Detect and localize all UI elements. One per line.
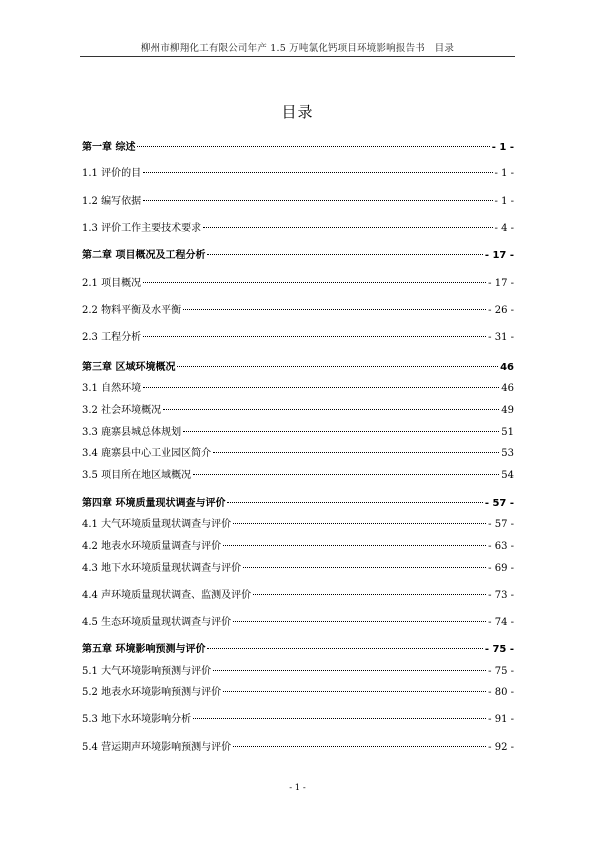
toc-dot-leader — [183, 431, 499, 432]
toc-dot-leader — [213, 670, 486, 671]
header-divider — [80, 56, 515, 57]
toc-entry-label: 4.2 地表水环境质量调查与评价 — [82, 541, 222, 552]
toc-entry-label: 3.1 自然环境 — [82, 383, 142, 394]
toc-entry-label: 第三章 区域环境概况 — [82, 362, 176, 373]
toc-entry-page: - 26 - — [488, 305, 514, 316]
toc-section-entry[interactable] — [82, 664, 514, 680]
page-title: 目录 — [281, 103, 314, 121]
toc-entry-page: - 4 - — [494, 223, 514, 234]
toc-entry-label: 第二章 项目概况及工程分析 — [82, 250, 206, 261]
toc-section-entry[interactable] — [82, 561, 514, 577]
toc-section-entry[interactable] — [82, 446, 514, 462]
toc-entry-label: 第五章 环境影响预测与评价 — [82, 644, 206, 655]
toc-dot-leader — [253, 594, 486, 595]
toc-entry-label: 2.2 物料平衡及水平衡 — [82, 305, 182, 316]
toc-section-entry[interactable] — [82, 615, 514, 631]
toc-section-entry[interactable] — [82, 166, 514, 182]
toc-dot-leader — [193, 718, 486, 719]
toc-entry-page: - 80 - — [488, 687, 514, 698]
toc-entry-page: 51 — [501, 427, 514, 438]
toc-section-entry[interactable] — [82, 194, 514, 210]
toc-entry-page: - 1 - — [494, 196, 514, 207]
toc-dot-leader — [163, 409, 499, 410]
toc-dot-leader — [207, 648, 482, 649]
toc-entry-page: - 1 - — [494, 168, 514, 179]
toc-dot-leader — [177, 366, 498, 367]
toc-entry-page: 49 — [501, 405, 514, 416]
toc-entry-label: 3.2 社会环境概况 — [82, 405, 162, 416]
toc-entry-label: 2.3 工程分析 — [82, 332, 142, 343]
toc-entry-label: 1.2 编写依据 — [82, 196, 142, 207]
toc-section-entry[interactable] — [82, 381, 514, 397]
toc-section-entry[interactable] — [82, 588, 514, 604]
toc-entry-page: - 69 - — [488, 563, 514, 574]
toc-dot-leader — [143, 336, 486, 337]
toc-entry-page: 54 — [501, 470, 514, 481]
toc-entry-label: 第一章 综述 — [82, 142, 136, 153]
toc-section-entry[interactable] — [82, 712, 514, 728]
toc-dot-leader — [243, 567, 486, 568]
toc-dot-leader — [143, 172, 492, 173]
toc-dot-leader — [233, 621, 486, 622]
toc-entry-page: - 57 - — [484, 498, 514, 509]
toc-section-entry[interactable] — [82, 517, 514, 533]
toc-entry-label: 1.3 评价工作主要技术要求 — [82, 223, 202, 234]
toc-entry-page: - 75 - — [484, 644, 514, 655]
toc-section-entry[interactable] — [82, 330, 514, 346]
toc-section-entry[interactable] — [82, 539, 514, 555]
toc-entry-page: - 73 - — [488, 590, 514, 601]
toc-section-entry[interactable] — [82, 276, 514, 292]
running-header: 柳州市柳翔化工有限公司年产 1.5 万吨氯化钙项目环境影响报告书 目录 — [140, 43, 455, 54]
toc-dot-leader — [203, 227, 492, 228]
toc-entry-page: - 17 - — [488, 278, 514, 289]
toc-chapter-entry[interactable] — [82, 360, 514, 376]
toc-entry-page: - 31 - — [488, 332, 514, 343]
toc-entry-label: 第四章 环境质量现状调查与评价 — [82, 498, 226, 509]
toc-entry-page: - 92 - — [488, 742, 514, 753]
toc-entry-page: - 1 - — [491, 142, 514, 153]
toc-entry-page: - 75 - — [488, 666, 514, 677]
toc-entry-label: 5.1 大气环境影响预测与评价 — [82, 666, 212, 677]
toc-entry-label: 5.3 地下水环境影响分析 — [82, 714, 192, 725]
toc-dot-leader — [223, 691, 486, 692]
toc-section-entry[interactable] — [82, 468, 514, 484]
toc-entry-label: 3.5 项目所在地区域概况 — [82, 470, 192, 481]
toc-entry-label: 5.2 地表水环境影响预测与评价 — [82, 687, 222, 698]
toc-entry-page: - 74 - — [488, 617, 514, 628]
page-number: - 1 - — [289, 783, 306, 793]
toc-entry-label: 3.3 鹿寨县城总体规划 — [82, 427, 182, 438]
toc-dot-leader — [193, 474, 499, 475]
toc-dot-leader — [207, 254, 482, 255]
toc-chapter-entry[interactable] — [82, 140, 514, 156]
toc-dot-leader — [183, 309, 486, 310]
toc-entry-label: 4.3 地下水环境质量现状调查与评价 — [82, 563, 242, 574]
toc-section-entry[interactable] — [82, 685, 514, 701]
toc-entry-label: 4.4 声环境质量现状调查、监测及评价 — [82, 590, 252, 601]
toc-chapter-entry[interactable] — [82, 248, 514, 264]
toc-chapter-entry[interactable] — [82, 496, 514, 512]
toc-entry-label: 4.1 大气环境质量现状调查与评价 — [82, 519, 232, 530]
toc-entry-label: 5.4 营运期声环境影响预测与评价 — [82, 742, 232, 753]
toc-entry-page: - 57 - — [488, 519, 514, 530]
toc-section-entry[interactable] — [82, 221, 514, 237]
toc-entry-page: - 91 - — [488, 714, 514, 725]
toc-entry-page: - 63 - — [488, 541, 514, 552]
toc-section-entry[interactable] — [82, 740, 514, 756]
toc-entry-label: 1.1 评价的目 — [82, 168, 142, 179]
toc-dot-leader — [227, 502, 482, 503]
toc-dot-leader — [233, 523, 486, 524]
toc-dot-leader — [143, 282, 486, 283]
toc-chapter-entry[interactable] — [82, 642, 514, 658]
toc-entry-page: 46 — [500, 362, 514, 373]
toc-dot-leader — [233, 746, 486, 747]
toc-dot-leader — [213, 452, 499, 453]
toc-entry-label: 2.1 项目概况 — [82, 278, 142, 289]
toc-dot-leader — [137, 146, 489, 147]
toc-dot-leader — [143, 200, 492, 201]
toc-entry-label: 4.5 生态环境质量现状调查与评价 — [82, 617, 232, 628]
toc-section-entry[interactable] — [82, 425, 514, 441]
toc-entry-page: - 17 - — [484, 250, 514, 261]
toc-section-entry[interactable] — [82, 403, 514, 419]
toc-entry-page: 46 — [501, 383, 514, 394]
toc-entry-label: 3.4 鹿寨县中心工业园区简介 — [82, 448, 212, 459]
toc-section-entry[interactable] — [82, 303, 514, 319]
toc-dot-leader — [223, 545, 486, 546]
toc-dot-leader — [143, 387, 499, 388]
toc-entry-page: 53 — [501, 448, 514, 459]
